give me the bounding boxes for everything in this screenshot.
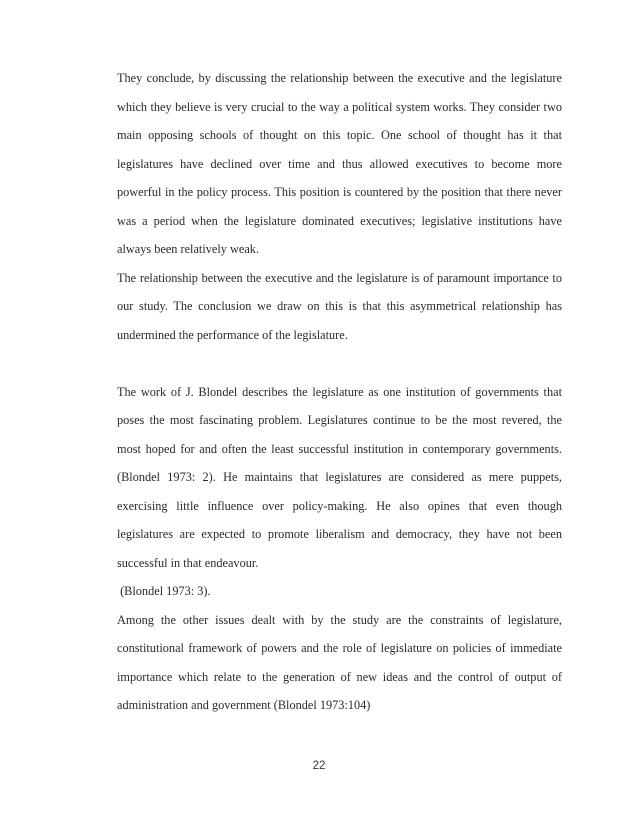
citation-line: (Blondel 1973: 3). bbox=[117, 584, 211, 598]
body-text bbox=[117, 64, 562, 720]
paragraph-relationship-importance: The relationship between the executive and the legislature is of paramount importance to our study. The conclusion we draw on this is that this asymmetrical relationship has undermined the performance of the legislature. bbox=[117, 270, 562, 342]
paragraph-blondel-work: The work of J. Blondel describes the legislature as one institution of governments that poses the most fascinating problem. Legislatures continue to be the most revered, the most hoped for and often the least successful institution in contemporary governments. (Blondel 1973: 2). He maintains that legislatures are considered as mere puppets, exercising little influence over policy-making. He also opines that even though legislatures are expected to promote liberalism and democracy, they have not been successful in that endeavour. bbox=[117, 384, 562, 570]
paragraph-executive-legislature: They conclude, by discussing the relationship between the executive and the legislature which they believe is very crucial to the way a political system works. They consider two main opposing schools of thought on this topic. One school of thought has it that legislatures have declined over time and thus allowed executives to become more powerful in the policy process. This position is countered by the position that there never was a period when the legislature dominated executives; legislative institutions have always been relatively weak. bbox=[117, 71, 562, 256]
paragraph-other-issues: Among the other issues dealt with by the study are the constraints of legislature, constitutional framework of powers and the role of legislature on policies of immediate importance which relate to the generation of new ideas and the control of output of administration and government (Blondel 1973:104) bbox=[117, 612, 562, 712]
paragraph-gap bbox=[117, 349, 562, 378]
page-number: 22 bbox=[312, 760, 326, 772]
